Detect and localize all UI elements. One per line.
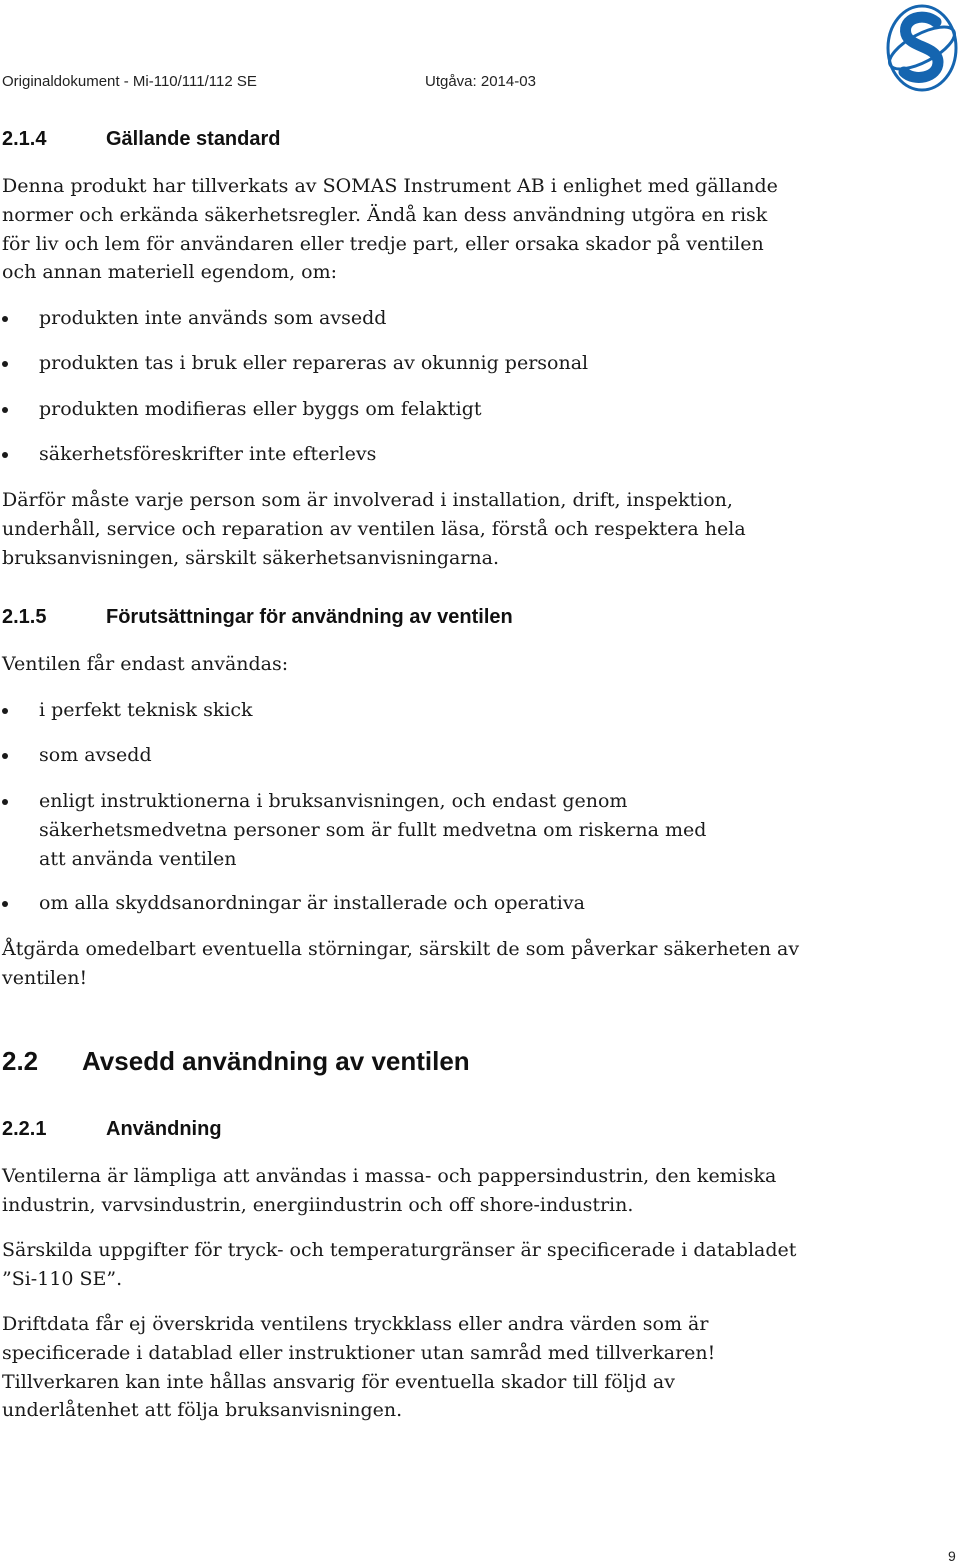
paragraph-intro-2-1-4: Denna produkt har tillverkats av SOMAS Instrument AB i enlighet med gällande normer och erkända säkerhetsregler. Ändå kan dess användning utgöra en risk för liv och lem för användaren eller tredje part, eller orsaka skador på ventilen och annan materiell egendom, om: (2, 175, 778, 284)
paragraph-usage: Ventilerna är lämpliga att användas i massa- och pappersindustrin, den kemiska industrin, varvsindustrin, energiindustrin och off shore-industrin. (2, 1165, 777, 1216)
bullet-icon (2, 753, 8, 759)
paragraph-outro-2-1-5: Åtgärda omedelbart eventuella störningar, särskilt de som påverkar säkerheten av ventilen! (2, 938, 800, 989)
section-number: 2.1.5 (2, 606, 47, 628)
bullet-icon (2, 407, 8, 413)
bullet-icon (2, 708, 8, 714)
header-edition: Utgåva: 2014-03 (425, 73, 536, 90)
section-number: 2.2.1 (2, 1118, 47, 1140)
section-title: Förutsättningar för användning av ventilen (106, 606, 513, 628)
section-number: 2.2 (2, 1046, 39, 1076)
section-number: 2.1.4 (2, 128, 47, 150)
paragraph-limits: Särskilda uppgifter för tryck- och temperaturgränser är specificerade i databladet ”Si-110 SE”. (2, 1239, 797, 1290)
header-document-id: Originaldokument - Mi-110/111/112 SE (2, 73, 257, 90)
section-title: Användning (106, 1118, 222, 1140)
document-page: Originaldokument - Mi-110/111/112 SE Utgåva: 2014-03 2.1.4 Gällande standard Denna produkt har tillverkats av SOMAS Instrument AB i enlighet med gällande normer och erkända säkerhetsregler. Ändå kan dess användning utgöra en risk för liv och lem för användaren eller tredje part, eller orsaka skador på ventilen och annan materiell egendom, om: produkten inte används som avsedd produkten tas i bruk eller repareras av okunnig personal produkten modifieras eller byggs om felaktigt säkerhetsföreskrifter inte efterlevs Därför måste varje person som är involverad i installation, drift, inspektion, underhåll, service och reparation av ventilen läsa, förstå och respektera hela bruksanvisningen, särskilt säkerhetsanvisningarna. 2.1.5 Förutsättningar för användning av ventilen Ventilen får endast användas: i perfekt teknisk skick som avsedd enligt instruktionerna i bruksanvisningen, och endast genom säkerhetsmedvetna personer som är fullt medvetna om riskerna med att använda ventilen om alla skyddsanordningar är installerade och operativa Åtgärda omedelbart eventuella störningar, särskilt de som påverkar säkerheten av ventilen! 2.2 Avsedd användning av ventilen 2.2.1 Användning Ventilerna är lämpliga att användas i massa- och pappersindustrin, den kemiska industrin, varvsindustrin, energiindustrin och off shore-industrin. Särskilda uppgifter för tryck- och temperaturgränser är specificerade i databladet ”Si-110 SE”. Driftdata får ej överskrida ventilens tryckklass eller andra värden som är specificerade i datablad eller instruktioner utan samråd med tillverkaren! Tillverkaren kan inte hållas ansvarig för eventuella skador till följd av underlåtenhet att följa bruksanvisningen. 9 (0, 0, 960, 1568)
bullet-icon (2, 901, 8, 907)
page-number: 9 (948, 1548, 956, 1564)
bullet-icon (2, 452, 8, 458)
bullet-icon (2, 361, 8, 367)
bullet-icon (2, 316, 8, 322)
section-title: Avsedd användning av ventilen (82, 1046, 470, 1076)
paragraph-outro-2-1-4: Därför måste varje person som är involverad i installation, drift, inspektion, underhåll, service och reparation av ventilen läsa, förstå och respektera hela bruksanvisningen, särskilt säkerhetsanvisningarna. (2, 489, 746, 569)
section-title: Gällande standard (106, 128, 281, 150)
paragraph-operating-data: Driftdata får ej överskrida ventilens tryckklass eller andra värden som är specificerade i datablad eller instruktioner utan samråd med tillverkaren! Tillverkaren kan inte hållas ansvarig för eventuella skador till följd av underlåtenhet att följa bruksanvisningen. (2, 1313, 716, 1422)
bullet-icon (2, 799, 8, 805)
paragraph-intro-2-1-5: Ventilen får endast användas: (2, 653, 289, 675)
somas-logo-icon (884, 2, 960, 94)
